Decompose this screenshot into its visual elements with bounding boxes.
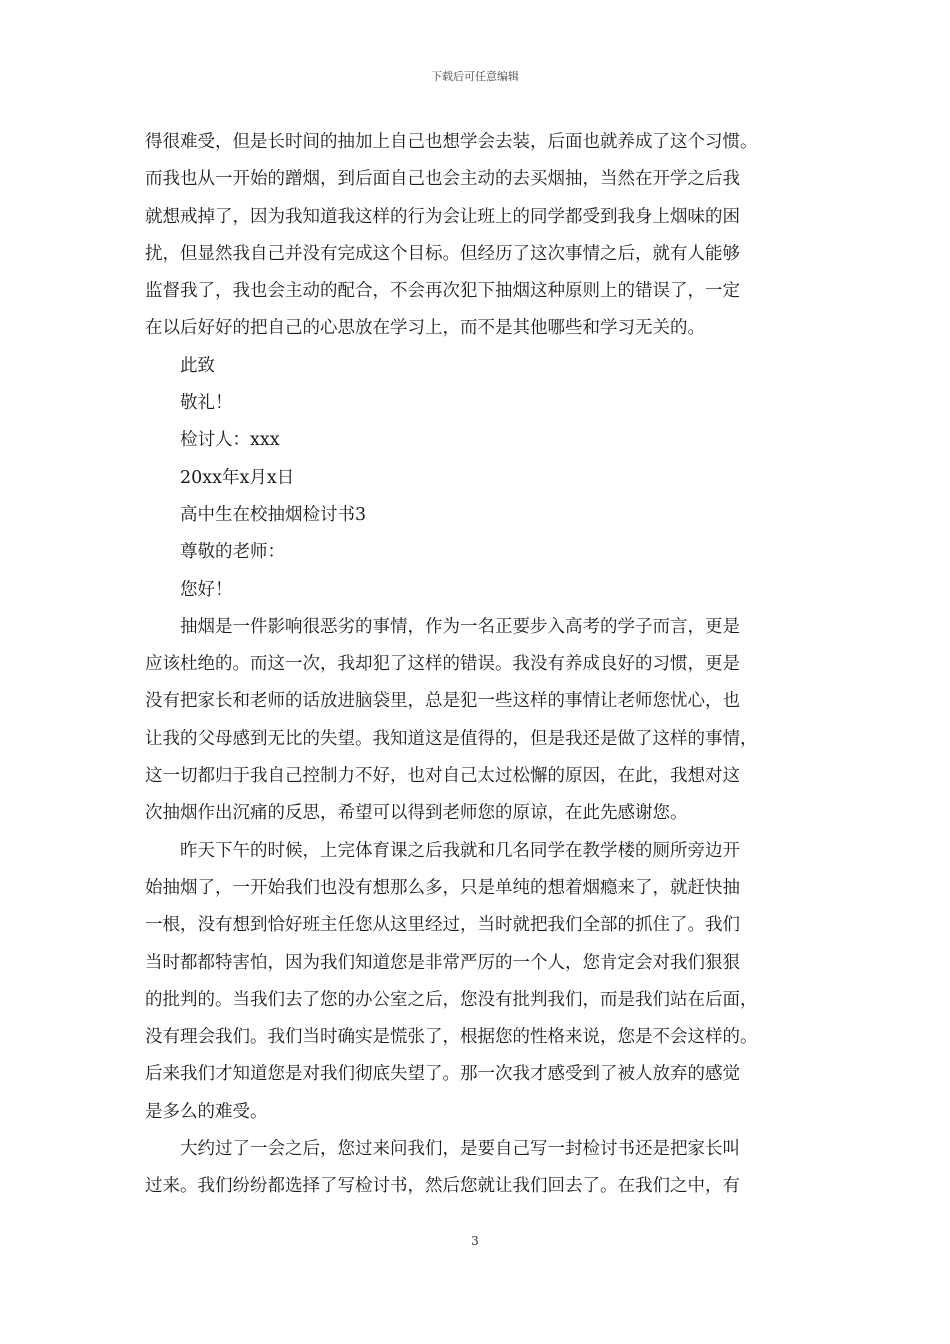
text-line: 次抽烟作出沉痛的反思，希望可以得到老师您的原谅，在此先感谢您。 [145,803,688,824]
text-line: 没有把家长和老师的话放进脑袋里，总是犯一些这样的事情让老师您忧心，也 [145,691,740,712]
text-line: 昨天下午的时候，上完体育课之后我就和几名同学在教学楼的厕所旁边开 [180,840,740,861]
text-line: 让我的父母感到无比的失望。我知道这是值得的，但是我还是做了这样的事情， [145,728,758,749]
page-header: 下载后可任意编辑 [431,70,519,83]
text-line: 敬礼！ [180,393,233,414]
text-line: 得很难受，但是长时间的抽加上自己也想学会去装，后面也就养成了这个习惯。 [145,132,758,152]
text-line: 一根，没有想到恰好班主任您从这里经过，当时就把我们全部的抓住了。我们 [145,915,740,936]
text-line: 尊敬的老师： [180,542,285,563]
text-line: 是多么的难受。 [145,1101,268,1122]
text-line: 大约过了一会之后，您过来问我们，是要自己写一封检讨书还是把家长叫 [180,1139,740,1160]
text-line: 没有理会我们。我们当时确实是慌张了，根据您的性格来说，您是不会这样的。 [145,1027,758,1048]
text-line: 此致 [180,355,215,376]
text-line: 抽烟是一件影响很恶劣的事情，作为一名正要步入高考的学子而言，更是 [180,616,740,637]
page-number: 3 [471,1234,479,1248]
text-line: 应该杜绝的。而这一次，我却犯了这样的错误。我没有养成良好的习惯，更是 [145,654,740,675]
text-line: 这一切都归于我自己控制力不好，也对自己太过松懈的原因，在此，我想对这 [145,766,740,787]
text-line: 后来我们才知道您是对我们彻底失望了。那一次我才感受到了被人放弃的感觉 [145,1064,740,1085]
text-line: 在以后好好的把自己的心思放在学习上，而不是其他哪些和学习无关的。 [145,318,705,339]
text-line: 高中生在校抽烟检讨书3 [180,504,367,525]
text-line: 20xx年x月x日 [180,467,295,488]
text-line: 当时都都特害怕，因为我们知道您是非常严厉的一个人，您肯定会对我们狠狠 [145,952,740,973]
text-line: 过来。我们纷纷都选择了写检讨书，然后您就让我们回去了。在我们之中，有 [145,1176,740,1197]
text-line: 扰，但显然我自己并没有完成这个目标。但经历了这次事情之后，就有人能够 [145,243,740,264]
document-body [145,124,810,1206]
text-line: 始抽烟了，一开始我们也没有想那么多，只是单纯的想着烟瘾来了，就赶快抽 [145,877,740,898]
text-line: 的批判的。当我们去了您的办公室之后，您没有批判我们，而是我们站在后面， [145,989,758,1010]
text-line: 而我也从一开始的蹭烟，到后面自己也会主动的去买烟抽，当然在开学之后我 [145,169,740,190]
text-line: 就想戒掉了，因为我知道我这样的行为会让班上的同学都受到我身上烟味的困 [145,206,740,227]
text-line: 您好！ [180,579,233,600]
text-line: 检讨人：xxx [180,430,280,451]
text-line: 监督我了，我也会主动的配合，不会再次犯下抽烟这种原则上的错误了，一定 [145,281,740,302]
